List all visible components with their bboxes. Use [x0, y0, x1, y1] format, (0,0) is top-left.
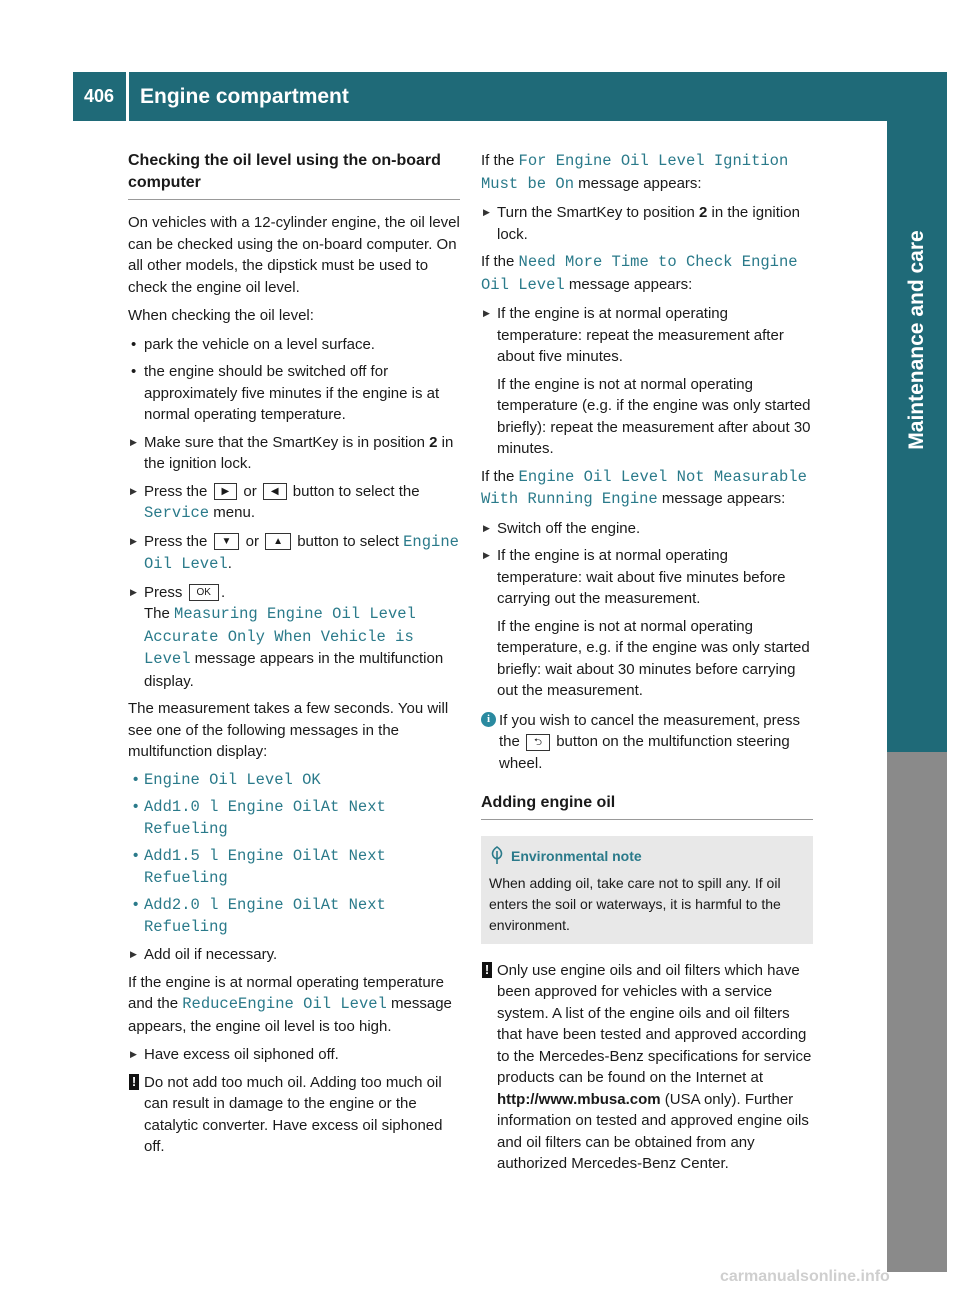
- page-number: 406: [83, 86, 115, 106]
- message-item: • Add2.0 l Engine OilAt Next Refueling: [128, 895, 460, 938]
- step-continuation: If the engine is not at normal operating temperature, e.g. if the engine was only started briefly: wait about 30 minutes before carrying out the measurement.: [497, 617, 810, 699]
- warning-icon: !: [482, 962, 492, 978]
- step-siphon: ▶ Have excess oil siphoned off.: [128, 1044, 460, 1066]
- ignition-paragraph: If the For Engine Oil Level Ignition Must be On message appears:: [481, 152, 789, 193]
- list-item: • the engine should be switched off for approximately five minutes if the engine is at normal operating temperature.: [128, 361, 460, 426]
- environmental-note-title: Environmental note: [489, 846, 803, 868]
- step-add-oil: ▶ Add oil if necessary.: [128, 944, 460, 966]
- not-measurable-paragraph: If the Engine Oil Level Not Measurable With Running Engine message appears:: [481, 467, 807, 508]
- mbusa-link[interactable]: http://www.mbusa.com: [497, 1090, 661, 1108]
- when-label: When checking the oil level:: [128, 307, 314, 324]
- warning-note: ! Do not add too much oil. Adding too much oil can result in damage to the engine or the catalytic converter. Have excess oil siphoned off.: [128, 1072, 460, 1158]
- section-heading: Checking the oil level using the on-board computer: [128, 150, 460, 200]
- environmental-note-text: When adding oil, take care not to spill any. If oil enters the soil or waterways, it is harmful to the environment.: [489, 874, 781, 933]
- message-item: • Engine Oil Level OK: [128, 770, 460, 792]
- need-time-paragraph: If the Need More Time to Check Engine Oil Level message appears:: [481, 253, 798, 294]
- too-high-paragraph: If the engine is at normal operating temperature and the ReduceEngine Oil Level message appears, the engine oil level is too high.: [128, 973, 452, 1035]
- down-arrow-button-icon: ▼: [214, 533, 240, 550]
- step-switch-off: ▶ Switch off the engine.: [481, 518, 813, 540]
- section-tab-lower: [887, 752, 947, 1272]
- step-select-service: ▶ Press the ▶ or ◀ button to select the Service menu.: [128, 481, 460, 525]
- step-wait: ▶ If the engine is at normal operating temperature: wait about five minutes before carrying out the measurement.: [481, 545, 813, 610]
- warning-note: ! Only use engine oils and oil filters which have been approved for vehicles with a service system. A list of the engine oils and oil filters that have been tested and approved according to the Mercedes-Benz specifications for service products can be found on the Internet at http://www.mbusa.com (USA only). Further information on tested and approved engine oils and oil filters can be obtained from any authorized Mercedes-Benz Center.: [481, 960, 813, 1175]
- environmental-note: [481, 836, 813, 944]
- step-press-ok: ▶ Press OK . The Measuring Engine Oil Level Accurate Only When Vehicle is Level message appears in the multifunction display.: [128, 582, 460, 693]
- left-column: [128, 150, 460, 1164]
- step-continuation: If the engine is not at normal operating temperature (e.g. if the engine was only started briefly): repeat the measurement after about 30 minutes.: [497, 375, 811, 457]
- message-item: • Add1.5 l Engine OilAt Next Refueling: [128, 846, 460, 889]
- up-arrow-button-icon: ▲: [265, 533, 291, 550]
- watermark: carmanualsonline.info: [720, 1268, 890, 1285]
- step-smartkey: ▶ Make sure that the SmartKey is in position 2 in the ignition lock.: [128, 432, 460, 475]
- info-icon: i: [481, 712, 496, 727]
- measure-paragraph: The measurement takes a few seconds. You will see one of the following messages in the multifunction display:: [128, 700, 449, 760]
- list-item: • park the vehicle on a level surface.: [128, 334, 460, 356]
- back-button-icon: ⮌: [526, 734, 550, 751]
- leaf-icon: [489, 845, 505, 865]
- info-note: i If you wish to cancel the measurement, press the ⮌ button on the multifunction steering wheel.: [481, 710, 813, 775]
- warning-icon: !: [129, 1074, 139, 1090]
- message-item: • Add1.0 l Engine OilAt Next Refueling: [128, 797, 460, 840]
- right-column: [481, 150, 813, 1181]
- step-select-oil-level: ▶ Press the ▼ or ▲ button to select Engine Oil Level.: [128, 531, 460, 576]
- step-repeat-measurement: ▶ If the engine is at normal operating temperature: repeat the measurement after about five minutes.: [481, 303, 813, 368]
- header-divider: [126, 72, 129, 121]
- right-arrow-button-icon: ▶: [214, 483, 238, 500]
- section-heading: Adding engine oil: [481, 792, 813, 820]
- intro-paragraph: On vehicles with a 12-cylinder engine, the oil level can be checked using the on-board computer. On all other models, the dipstick must be used to check the engine oil level.: [128, 214, 460, 296]
- ok-button-icon: OK: [189, 584, 219, 601]
- section-tab-label: Maintenance and care: [905, 230, 928, 450]
- left-arrow-button-icon: ◀: [263, 483, 287, 500]
- page-title: Engine compartment: [140, 85, 349, 108]
- step-turn-key: ▶ Turn the SmartKey to position 2 in the ignition lock.: [481, 202, 813, 245]
